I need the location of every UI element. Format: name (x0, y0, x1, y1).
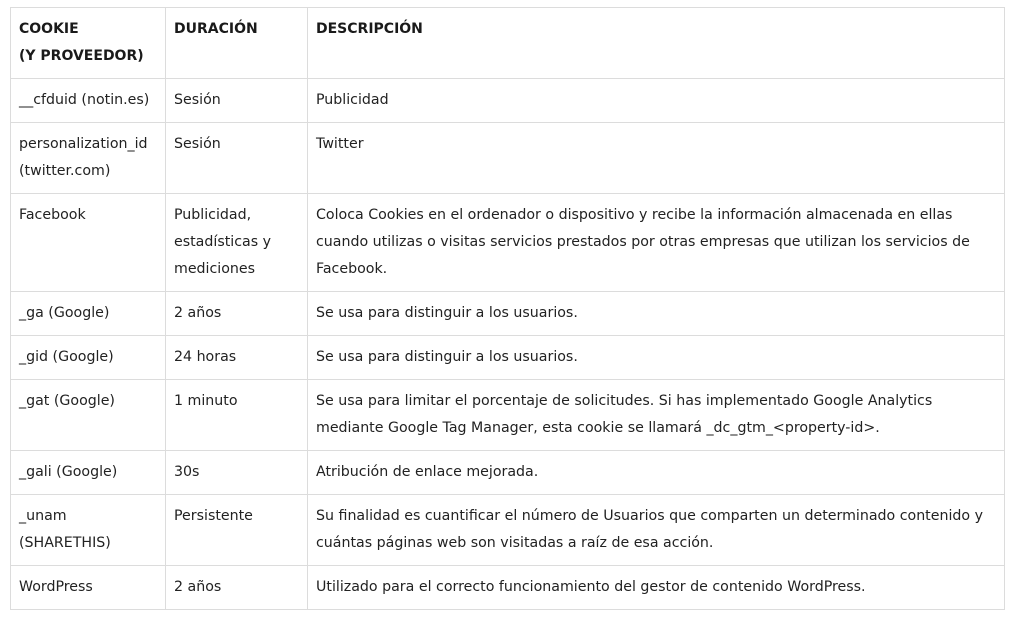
cell-duration: 2 años (166, 292, 308, 336)
cell-duration: Sesión (166, 79, 308, 123)
cell-cookie: _gid (Google) (11, 336, 166, 380)
table-header (11, 8, 1005, 79)
cell-description: Atribución de enlace mejorada. (308, 451, 1005, 495)
table-row (11, 380, 1005, 451)
cell-duration: 30s (166, 451, 308, 495)
table-body (11, 79, 1005, 610)
table-row (11, 336, 1005, 380)
cell-description: Se usa para distinguir a los usuarios. (308, 292, 1005, 336)
table-row (11, 292, 1005, 336)
cell-cookie: _gali (Google) (11, 451, 166, 495)
header-description: DESCRIPCIÓN (308, 8, 1005, 79)
header-cookie-line2: (Y PROVEEDOR) (19, 48, 144, 64)
cell-cookie: _ga (Google) (11, 292, 166, 336)
cell-description: Utilizado para el correcto funcionamiento del gestor de contenido WordPress. (308, 566, 1005, 610)
table-row (11, 123, 1005, 194)
table-row (11, 451, 1005, 495)
cell-description: Publicidad (308, 79, 1005, 123)
cell-description: Se usa para limitar el porcentaje de solicitudes. Si has implementado Google Analytics mediante Google Tag Manager, esta cookie se llamará _dc_gtm_<property-id>. (308, 380, 1005, 451)
cell-duration: Publicidad, estadísticas y mediciones (166, 194, 308, 292)
cell-description: Twitter (308, 123, 1005, 194)
header-duration: DURACIÓN (166, 8, 308, 79)
cell-cookie: _gat (Google) (11, 380, 166, 451)
table-row (11, 495, 1005, 566)
header-cookie (11, 8, 166, 79)
table-row (11, 194, 1005, 292)
cell-duration: Sesión (166, 123, 308, 194)
cell-duration: 24 horas (166, 336, 308, 380)
cell-duration: Persistente (166, 495, 308, 566)
table-row (11, 566, 1005, 610)
cell-description: Se usa para distinguir a los usuarios. (308, 336, 1005, 380)
header-row (11, 8, 1005, 79)
cell-cookie: Facebook (11, 194, 166, 292)
cell-cookie: __cfduid (notin.es) (11, 79, 166, 123)
table-row (11, 79, 1005, 123)
cell-duration: 1 minuto (166, 380, 308, 451)
cell-description: Su finalidad es cuantificar el número de Usuarios que comparten un determinado contenido y cuántas páginas web son visitadas a raíz de esa acción. (308, 495, 1005, 566)
cell-description: Coloca Cookies en el ordenador o dispositivo y recibe la información almacenada en ellas cuando utilizas o visitas servicios prestados por otras empresas que utilizan los servicios de Facebook. (308, 194, 1005, 292)
header-cookie-line1: COOKIE (19, 21, 79, 37)
cell-cookie: _unam (SHARETHIS) (11, 495, 166, 566)
cell-cookie: personalization_id (twitter.com) (11, 123, 166, 194)
cell-cookie: WordPress (11, 566, 166, 610)
cookies-table (10, 7, 1005, 610)
cell-duration: 2 años (166, 566, 308, 610)
